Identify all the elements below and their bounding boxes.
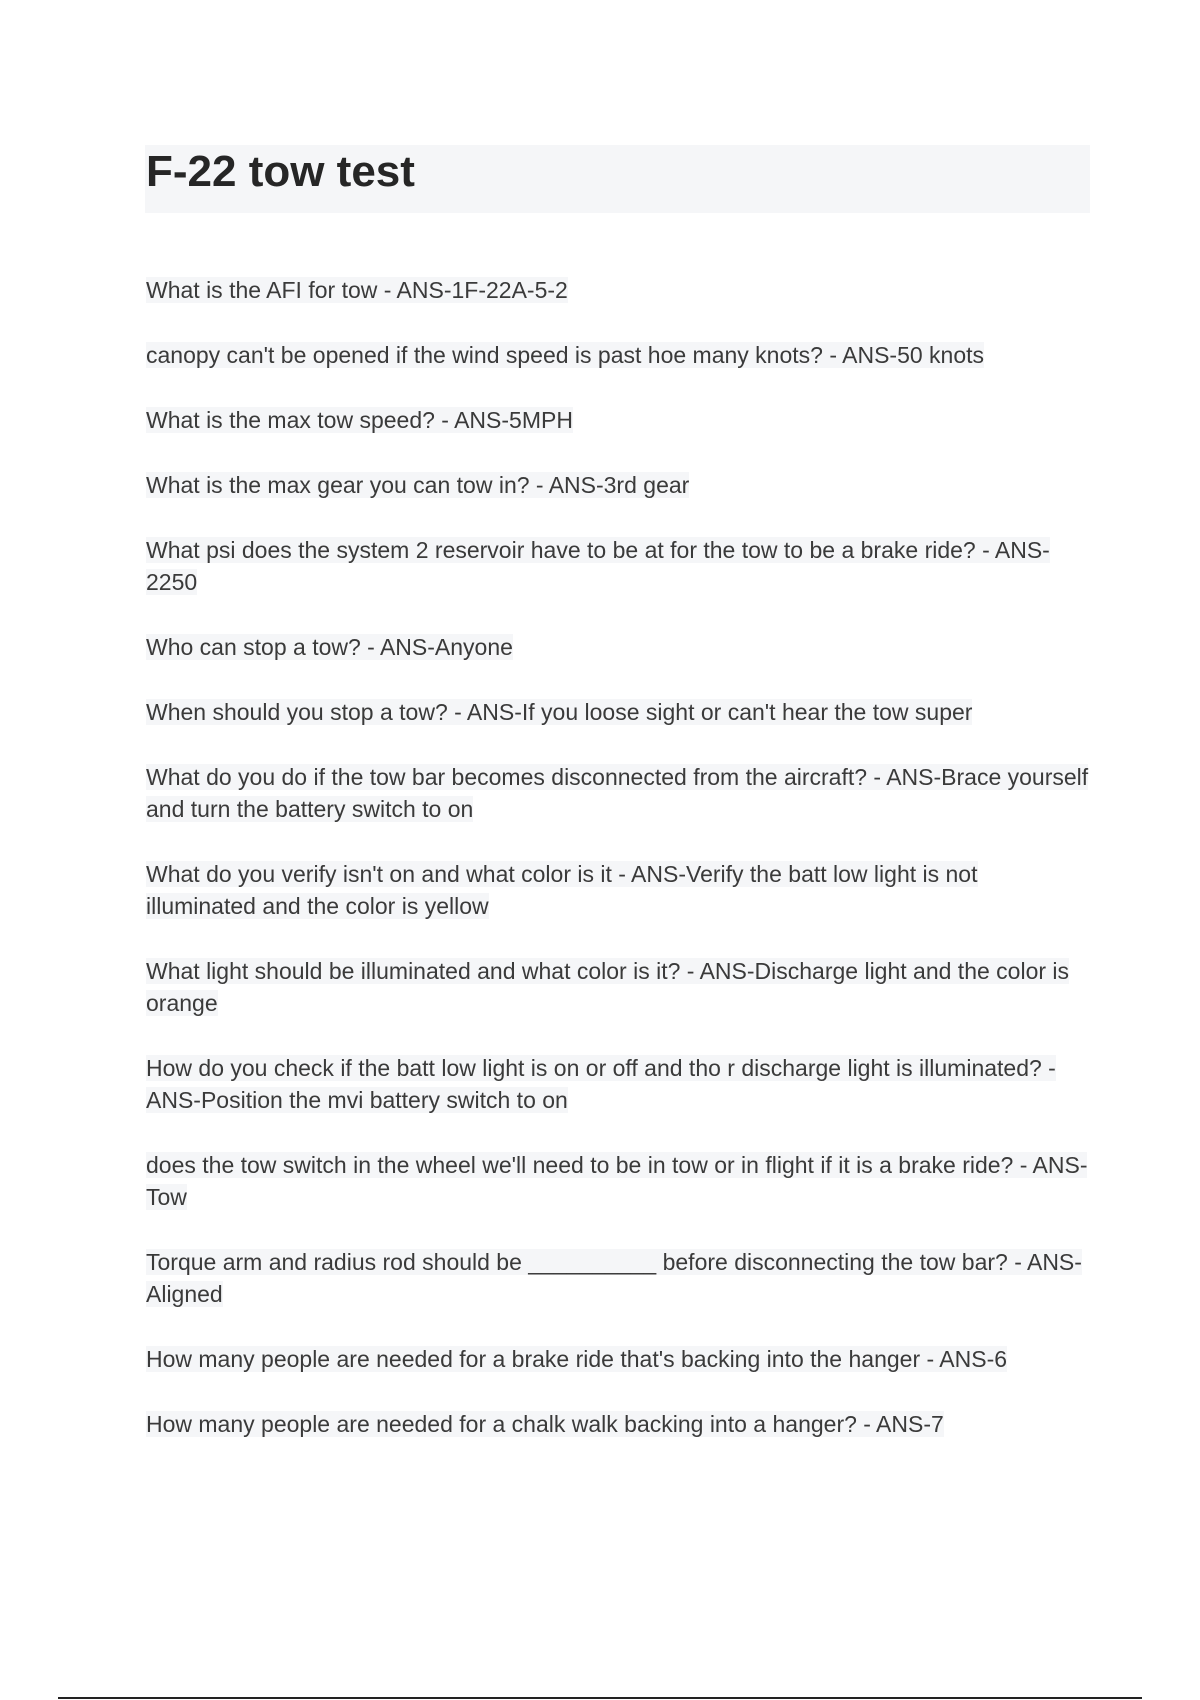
qa-text: canopy can't be opened if the wind speed is past hoe many knots? - ANS-50 knots bbox=[146, 342, 985, 368]
qa-text: What light should be illuminated and what color is it? - ANS-Discharge light and the color is orange bbox=[146, 958, 1070, 1016]
qa-text: How do you check if the batt low light is on or off and tho r discharge light is illuminated? - ANS-Position the mvi battery switch to on bbox=[146, 1055, 1056, 1113]
qa-text: What do you verify isn't on and what color is it - ANS-Verify the batt low light is not illuminated and the color is yellow bbox=[146, 861, 978, 919]
qa-item-12 bbox=[146, 1149, 1091, 1213]
qa-item-4 bbox=[146, 469, 1091, 501]
qa-text: How many people are needed for a brake ride that's backing into the hanger - ANS-6 bbox=[146, 1346, 1008, 1372]
qa-item-13 bbox=[146, 1246, 1091, 1310]
qa-item-14 bbox=[146, 1343, 1091, 1375]
qa-text: When should you stop a tow? - ANS-If you loose sight or can't hear the tow super bbox=[146, 699, 973, 725]
qa-item-3 bbox=[146, 404, 1091, 436]
qa-text: What psi does the system 2 reservoir have to be at for the tow to be a brake ride? - ANS-2250 bbox=[146, 537, 1050, 595]
qa-item-8 bbox=[146, 761, 1091, 825]
qa-text: What do you do if the tow bar becomes disconnected from the aircraft? - ANS-Brace yourself and turn the battery switch to on bbox=[146, 764, 1089, 822]
page-title: F-22 tow test bbox=[146, 147, 415, 196]
qa-text: How many people are needed for a chalk walk backing into a hanger? - ANS-7 bbox=[146, 1411, 944, 1437]
qa-text: Torque arm and radius rod should be __________ before disconnecting the tow bar? - ANS-Aligned bbox=[146, 1249, 1082, 1307]
qa-item-11 bbox=[146, 1052, 1091, 1116]
qa-text: does the tow switch in the wheel we'll need to be in tow or in flight if it is a brake ride? - ANS-Tow bbox=[146, 1152, 1088, 1210]
qa-item-15 bbox=[146, 1408, 1091, 1440]
qa-item-1 bbox=[146, 274, 1091, 306]
qa-text: What is the AFI for tow - ANS-1F-22A-5-2 bbox=[146, 277, 568, 303]
qa-item-9 bbox=[146, 858, 1091, 922]
qa-text: Who can stop a tow? - ANS-Anyone bbox=[146, 634, 513, 660]
footer-divider bbox=[58, 1697, 1142, 1699]
qa-item-2 bbox=[146, 339, 1091, 371]
qa-text: What is the max gear you can tow in? - ANS-3rd gear bbox=[146, 472, 690, 498]
qa-list bbox=[146, 274, 1091, 1473]
qa-text: What is the max tow speed? - ANS-5MPH bbox=[146, 407, 573, 433]
qa-item-5 bbox=[146, 534, 1091, 598]
qa-item-10 bbox=[146, 955, 1091, 1019]
qa-item-6 bbox=[146, 631, 1091, 663]
qa-item-7 bbox=[146, 696, 1091, 728]
